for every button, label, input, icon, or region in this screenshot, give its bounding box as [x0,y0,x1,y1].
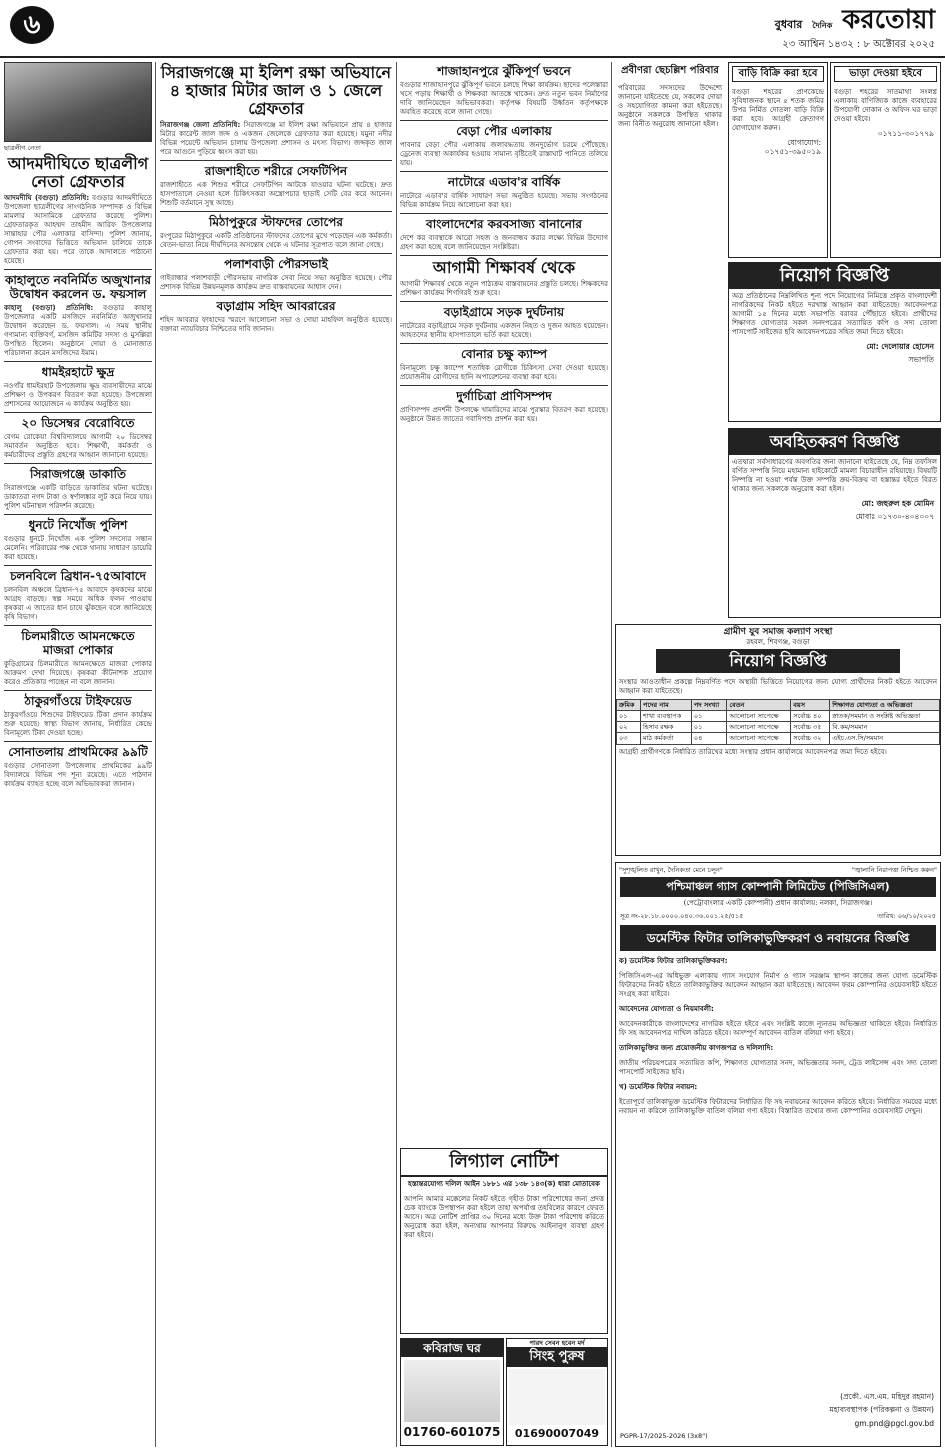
org-sub: (পেট্রোবাংলার একটি কোম্পানী) প্রধান কার্যালয়: নলকা, সিরাজগঞ্জ। [683,898,873,907]
story-body: প্রাণিসম্পদ প্রদর্শনী উপলক্ষে খামারিদের মাঝে পুরস্কার বিতরণ করা হয়েছে। অনুষ্ঠানে উন্নত জাতের গবাদিপশু প্রদর্শন করা হয়। [400,406,608,423]
table-row [617,711,940,722]
table-header: ক্রমিক [617,700,641,711]
story-headline: পলাশবাড়ী পৌরসভাই [224,257,328,271]
ref-date: তারিখ: ০৬/১০/২০২৫ [877,911,936,920]
table-cell: এইচ.এস.সি/সমমান [830,733,940,744]
story-body: নাটোরের বড়াইগ্রামে সড়ক দুর্ঘটনায় একজন নিহত ও দুজন আহত হয়েছেন। আহতদের স্থানীয় হাসপাতালে ভর্তি করা হয়েছে। [400,322,608,339]
sign-role: মহাব্যবস্থাপক (পরিকল্পনা ও উন্নয়ন) [829,1405,934,1415]
table-cell: হিসাব রক্ষক [641,722,692,733]
kabiraj-ad [400,1338,504,1446]
story-body: বগুড়ার ধুনটে নিখোঁজ এক পুলিশ সদস্যের সন্ধান মেলেনি। পরিবারের পক্ষ থেকে থানায় সাধারণ ডায়েরি করা হয়েছে। [4,535,152,561]
ad-phone: 01760-601075 [403,1425,501,1439]
story-headline: সিরাজগঞ্জে ডাকাতি [30,467,126,481]
ad-title: নিয়োগ বিজ্ঞপ্তি [729,263,940,289]
ad-body: বগুড়া শহরের প্রাণকেন্দ্রে সুবিধাজনক স্থানে ৫ শতক জমির উপর নির্মিত দোতলা বাড়ি বিক্রি করা হবে। আগ্রহী ক্রেতাগণ যোগাযোগ করুন। [732,88,824,132]
legal-notice [400,1148,608,1334]
story-body: বগুড়ার সোনাতলা উপজেলায় প্রাথমিকের ৯৯টি বিদ্যালয়ে বিভিন্ন পদ শূন্য রয়েছে। এতে পাঠদান কার্যক্রম ব্যাহত হচ্ছে বলে অভিভাবকরা জানান। [4,762,152,788]
mid1-column [160,62,392,1447]
story-body: গাইবান্ধার পলাশবাড়ী পৌরসভায় নাগরিক সেবা নিয়ে সভা অনুষ্ঠিত হয়েছে। পৌর প্রশাসক বিভিন্ন উন্নয়নমূলক কার্যক্রম দ্রুত বাস্তবায়নের আশ্বাস দেন। [160,274,392,291]
story-body: রাজশাহীতে এক শিশুর শরীরে সেফটিপিন আটকে যাওয়ার ঘটনা ঘটেছে। দ্রুত হাসপাতালে নেওয়া হলে চিকিৎসকরা অস্ত্রোপচার ছাড়াই সেটি বের করে আনেন। শিশুটি বর্তমানে সুস্থ আছে। [160,181,392,207]
paper-name: করতোয়া [842,5,935,35]
story-headline: রাজশাহীতে শরীরে সেফটিপিন [204,164,348,178]
story-headline: বড়াগ্রাম সহিদ আবরারের [216,299,336,313]
section-body: ইতোপূর্বে তালিকাভুক্ত ডমেস্টিক ফিটারদের নির্ধারিত ফি সহ নবায়নের আবেদন করিতে হইবে। নির্ধারিত সময়ের মধ্যে নবায়ন না করিলে তালিকাভুক্তি বাতিল বলিয়া গণ্য হইবে। বিস্তারিত তথ্যের জন্য কোম্পানির ওয়েবসাইট দেখুন। [619,1097,937,1115]
table-header: বয়স [791,700,830,711]
story-body: শহিদ আবরার ফাহাদের স্মরণে আলোচনা সভা ও দোয়া মাহফিল অনুষ্ঠিত হয়েছে। বক্তারা ন্যায়বিচার নিশ্চিতের দাবি জানান। [160,316,392,333]
story-headline: চিলমারীতে আমনক্ষেতে মাজরা পোকার [21,629,135,657]
story-dateline: কাহালু (বগুড়া) প্রতিনিধি: [4,304,94,312]
table-cell: শাখা ব্যবস্থাপক [641,711,692,722]
ad-title: বাড়ি বিক্রি করা হবে [732,66,824,82]
story-body: বেগম রোকেয়া বিশ্ববিদ্যালয়ে আগামী ২০ ডিসেম্বর সমাবর্তন অনুষ্ঠিত হবে। শিক্ষার্থী, কর্মকর্তা ও কর্মচারীদের প্রস্তুতি গ্রহণের আহ্বান জানানো হয়েছে। [4,433,152,459]
weekday: বুধবার [774,18,803,31]
table-header: বেতন [727,700,791,711]
recruitment-notice-2 [615,624,941,856]
story-body: নওগাঁর ধামইরহাট উপজেলায় ক্ষুদ্র ব্যবসায়ীদের মাঝে প্রশিক্ষণ ও উপকরণ বিতরণ করা হয়েছে। উপজেলা প্রশাসনের আয়োজনে এ কার্যক্রম অনুষ্ঠিত হয়। [4,382,152,408]
story-headline: মিঠাপুকুরে স্টাফদের তোপের [208,215,344,229]
table-cell: ০৩ [617,733,641,744]
legal-subtitle: হস্তান্তরযোগ্য দলিল আইন ১৮৮১ এর ১৩৮ ১৪৩(ক) ধারা মোতাবেক [408,1180,600,1188]
story-body: রংপুরের মিঠাপুকুরে একটি প্রতিষ্ঠানের স্টাফদের তোপের মুখে পড়েছেন এক কর্মকর্তা। বেতন-ভাতা নিয়ে দীর্ঘদিনের অসন্তোষ থেকে এ ঘটনার সূত্রপাত বলে জানা গেছে। [160,232,392,249]
section-heading: আবেদনের যোগ্যতা ও নিয়মাবলী: [619,1004,714,1013]
family-notice [615,62,725,312]
org-name: পশ্চিমাঞ্চল গ্যাস কোম্পানী লিমিটেড (পিজিসিএল) [620,877,936,897]
ad-phone: ০১৭১১-৩০১৭৭৯ [877,129,934,138]
pgpr-code: PGPR-17/2025-2026 (3x8") [620,1431,708,1440]
gas-company-notice [615,862,941,1447]
table-cell: সর্বোচ্চ ৩৫ [791,722,830,733]
rent-ad [830,62,941,258]
ad-title: ভাড়া দেওয়া হইবে [834,66,937,82]
left-column [4,62,152,1447]
story-headline: শাজাহানপুরে ঝুঁকিপূর্ণ ভবনে [437,64,571,78]
org-address: রহবল, শিবগঞ্জ, বগুড়া [746,638,810,647]
recruitment-table [616,699,940,745]
table-row [617,733,940,744]
story-body: বগুড়ার শাজাহানপুরে ঝুঁকিপূর্ণ ভবনে চলছে শিক্ষা কার্যক্রম। ছাদের পলেস্তারা খসে পড়ায় শিক্ষার্থী ও শিক্ষকরা আতঙ্কে থাকেন। দ্রুত নতুন ভবন নির্মাণের দাবি জানিয়েছেন অভিভাবকরা। কর্তৃপক্ষ বিষয়টি উর্ধ্বতন কর্তৃপক্ষকে অবহিত করেছে বলে জানা গেছে। [400,81,608,116]
masthead-title [675,4,935,37]
story-body: বগুড়ার আদমদীঘিতে উপজেলা ছাত্রলীগের সাংগঠনিক সম্পাদক ও বিভিন্ন মামলার আসামিকে গ্রেফতার করেছে পুলিশ। গ্রেফতারকৃত আহম্মদ তাহমীদ আরিফ উপজেলার সান্তাহার পৌর এলাকার বাসিন্দা। পুলিশ জানায়, গোপন সংবাদের ভিত্তিতে অভিযান চালিয়ে তাকে গ্রেফতার করা হয়। পরে তাকে আদালতে পাঠানো হয়েছে। [4,194,152,265]
table-cell: ০৪ [691,733,727,744]
story-body: পাবনার বেড়া পৌর এলাকায় জলাবদ্ধতায় জনদুর্ভোগ চরমে পৌঁছেছে। ড্রেনেজ ব্যবস্থা অকার্যকর হওয়ায় সামান্য বৃষ্টিতেই রাস্তাঘাট পানিতে তলিয়ে যায়। [400,141,608,167]
quote-right: "জ্বালানি নিরাপত্তা নিশ্চিত করুন" [851,866,937,874]
table-header: শিক্ষাগত যোগ্যতা ও অভিজ্ঞতা [830,700,940,711]
ad-title: ডমেস্টিক ফিটার তালিকাভুক্তিকরণ ও নবায়নের বিজ্ঞপ্তি [620,925,936,951]
story-headline: ২০ ডিসেম্বর বেরোবিতে [21,416,135,430]
page-number: ৬ [10,6,54,44]
sign-name: মো: দেলোয়ার হোসেন [866,342,934,351]
table-cell: ০২ [617,722,641,733]
table-cell: মাঠ কর্মকর্তা [641,733,692,744]
story-body: কুড়িগ্রামের চিলমারীতে আমনক্ষেতে মাজরা পোকার আক্রমণ দেখা দিয়েছে। কৃষকরা কীটনাশক প্রয়োগ করেও প্রতিকার পাচ্ছেন না বলে জানান। [4,660,152,686]
story-body: সিরাজগঞ্জে মা ইলিশ রক্ষা অভিযানে প্রায় ৪ হাজার মিটার কারেন্ট জাল জব্দ ও একজন জেলেকে গ্রেফতার করা হয়েছে। যমুনা নদীর বিভিন্ন পয়েন্টে অভিযান চালায় উপজেলা প্রশাসন ও মৎস্য বিভাগ। জব্দকৃত জাল পরে আগুনে পুড়িয়ে ধ্বংস করা হয়। [160,121,392,156]
table-row [617,722,940,733]
sinhapurush-ad [506,1338,608,1446]
legal-title: লিগ্যাল নোটিশ [401,1149,607,1177]
sign-email: gm.pnd@pgcl.gov.bd [854,1418,934,1428]
ad-body: সংস্থার আওতাধীন প্রকল্পে নিম্নবর্ণিত পদে অস্থায়ী ভিত্তিতে নিয়োগের জন্য যোগ্য প্রার্থীদের নিকট হইতে আবেদন আহ্বান করা যাইতেছে। [619,678,937,695]
ad-title: প্রবীণরা ছেচল্লিশ পরিবার [621,65,719,76]
date-line: ২৩ আশ্বিন ১৪৩২ : ৮ অক্টোবর ২০২৫ [782,38,935,50]
ad-phone: যোগাযোগ: ০১৭৫১-৩৯৫০১৯ [764,138,821,157]
sign-name: মো: জহুরুল হক মোমিন [861,499,934,508]
story-headline: নাটোরে এডাব'র বার্ষিক [447,175,561,189]
story-headline: ধুনটে নিখোঁজ পুলিশ [28,518,128,532]
page-header [0,0,945,58]
table-header: পদের নাম [641,700,692,711]
ad-title: নিয়োগ বিজ্ঞপ্তি [656,649,900,673]
story-headline: বেড়া পৌর এলাকায় [456,124,552,138]
story-body: বিনামূল্যে চক্ষু ক্যাম্পে শতাধিক রোগীকে চিকিৎসা সেবা দেওয়া হয়েছে। প্রয়োজনীয় রোগীদের ছানি অপারেশনের ব্যবস্থা করা হবে। [400,364,608,381]
mid2-column [400,62,608,1144]
story-headline: সোনাতলায় প্রাথমিকের ৯৯টি [8,745,148,759]
masthead [675,4,935,51]
sign-role: সভাপতি [908,355,934,365]
quote-left: "সুশৃঙ্খলিত রাখুন, দৈনিকতা মেনে চলুন" [619,866,723,874]
story-body: সিরাজগঞ্জে একটি বাড়িতে ডাকাতির ঘটনা ঘটেছে। ডাকাতরা নগদ টাকা ও স্বর্ণালঙ্কার লুট করে নিয়ে যায়। পুলিশ ঘটনাস্থল পরিদর্শন করেছে। [4,484,152,510]
story-headline: বোনার চক্ষু ক্যাম্প [460,347,548,361]
section-heading: খ) ডমেস্টিক ফিটার নবায়ন: [619,1082,698,1091]
table-cell: সর্বোচ্চ ৪০ [791,711,830,722]
story-headline: কাহালুতে নবনির্মিত অজুখানার উদ্বোধন করলেন ড. ফয়সাল [4,273,152,301]
section-body: আবেদনকারীকে বাংলাদেশের নাগরিক হইতে হইবে এবং সংশ্লিষ্ট কাজে ন্যূনতম অভিজ্ঞতা থাকিতে হইবে। নির্ধারিত ফি সহ আবেদনপত্র দাখিল করিতে হইবে। অসম্পূর্ণ আবেদন বাতিল বলিয়া গণ্য হইবে। [619,1019,937,1037]
story-body: চলনবিল অঞ্চলে ব্রিধান-৭৫ আবাদে কৃষকদের মাঝে আগ্রহ বাড়ছে। স্বল্প সময়ে অধিক ফলন পাওয়ায় কৃষকরা এ জাতের ধান চাষে ঝুঁকছেন বলে জানিয়েছে কৃষি বিভাগ। [4,586,152,621]
paper-label-small: দৈনিক [812,21,833,30]
story-headline: বাংলাদেশের করবসাজ্য বানানোর [426,217,582,231]
section-body: পিজিসিএল-এর অধিভুক্ত এলাকায় গ্যাস সংযোগ নির্মাণ ও গ্যাস সরঞ্জাম স্থাপন কাজের জন্য যোগ্য ডমেস্টিক ফিটারদের নিকট হইতে তালিকাভুক্তির আবেদন আহ্বান করা যাইতেছে। আবেদন ফরম কোম্পানির ওয়েবসাইট হইতে সংগ্রহ করা যাইবে। [619,971,937,998]
ad-body: এতদ্বারা সর্বসাধারণের অবগতির জন্য জানানো যাইতেছে যে, নিম্ন তফসিল বর্ণিত সম্পত্তি নিয়ে মহামান্য হাইকোর্টে মামলা বিচারাধীন রহিয়াছে। বিষয়টি নিষ্পত্তি না হওয়া পর্যন্ত উক্ত সম্পত্তি ক্রয়-বিক্রয় বা হস্তান্তর হইতে বিরত থাকার জন্য সকলকে অনুরোধ করা হইল। [732,458,937,493]
table-cell: ০১ [691,711,727,722]
table-cell: ০১ [617,711,641,722]
story-body: দেশে কর ব্যবস্থাকে আরো সহজ ও জনবান্ধব করার লক্ষ্যে বিভিন্ন উদ্যোগ গ্রহণ করা হচ্ছে বলে জানিয়েছেন সংশ্লিষ্টরা। [400,234,608,251]
ad-footer: আগ্রহী প্রার্থীগণকে নির্ধারিত তারিখের মধ্যে সংস্থার প্রধান কার্যালয়ে আবেদনপত্র জমা দিতে হইবে। [619,747,887,756]
story-headline: আগামী শিক্ষাবর্ষ থেকে [432,258,576,277]
story-dateline: আদমদীঘি (বগুড়া) প্রতিনিধি: [4,194,90,202]
news-photo [4,62,152,142]
table-cell: বি.কম/সমমান [830,722,940,733]
recruitment-notice-1 [728,262,941,422]
table-cell: ০১ [691,722,727,733]
ad-phone: 01690007049 [514,1427,600,1441]
story-headline: বড়াইগ্রামে সড়ক দুর্ঘটনায় [443,305,565,319]
ad-title: সিংহ পুরুষ [507,1347,607,1367]
table-cell: আলোচনা সাপেক্ষে [727,711,791,722]
table-cell: আলোচনা সাপেক্ষে [727,733,791,744]
table-cell: আলোচনা সাপেক্ষে [727,722,791,733]
story-headline: দুর্গাচিত্রা প্রাণিসম্পদ [456,389,552,403]
ad-body: বগুড়া শহরের সাতমাথা সংলগ্ন এলাকায় বাণিজ্যিক কাজে ব্যবহারের উপযোগী দোকান ও অফিস ঘর ভাড়া দেওয়া হইবে। [834,88,937,123]
story-headline: ঠাকুরগাঁওয়ে টাইফয়েড [24,694,132,708]
story-body: ঠাকুরগাঁওয়ে শিশুদের টাইফয়েড টিকা প্রদান কার্যক্রম শুরু হয়েছে। স্বাস্থ্য বিভাগ জানায়, নির্ধারিত কেন্দ্রে বিনামূল্যে টিকা দেওয়া হচ্ছে। [4,711,152,737]
org-name: গ্রামীণ যুব সমাজ কল্যাণ সংস্থা [723,627,833,637]
ad-title: কবিরাজ ঘর [401,1339,503,1357]
house-sale-ad [728,62,828,258]
story-body: আগামী শিক্ষাবর্ষ থেকে নতুন পাঠ্যক্রম বাস্তবায়নের প্রস্তুতি চলছে। শিক্ষকদের প্রশিক্ষণ কার্যক্রম শিগগিরই শুরু হবে। [400,280,608,297]
sign-phone: মোবাঃ ০১৭৩০-৪০৪০০৭ [855,512,934,522]
table-header: পদ সংখ্যা [691,700,727,711]
story-body: বগুড়ার কাহালু উপজেলার একটি মসজিদে নবনির্মিত অজুখানার উদ্বোধন করেছেন ড. ফয়সাল। এ সময় স্থানীয় গণ্যমান্য ব্যক্তিবর্গ, মসজিদ কমিটির সদস্য ও মুসল্লিরা উপস্থিত ছিলেন। অনুষ্ঠানে দোয়া ও মোনাজাত পরিচালনা করেন মসজিদের ইমাম। [4,304,152,357]
section-heading: ক) ডমেস্টিক ফিটার তালিকাভুক্তিকরণ: [619,956,728,965]
ad-top: পারদ সেবন হবেন মর্দ [529,1339,585,1347]
table-cell: সর্বোচ্চ ৩২ [791,733,830,744]
story-headline: চলনবিলে ব্রিধান-৭৫আবাদে [10,569,146,583]
section-heading: তালিকাভুক্তির জন্য প্রয়োজনীয় কাগজপত্র ও দলিলাদি: [619,1043,774,1052]
lead-headline: সিরাজগঞ্জে মা ইলিশ রক্ষা অভিযানে ৪ হাজার মিটার জাল ও ১ জেলে গ্রেফতার [160,63,392,118]
table-cell: স্নাতক/সমমান ও সংশ্লিষ্ট অভিজ্ঞতা [830,711,940,722]
notice-ad [728,428,941,618]
ref-number: সূত্র নং-২৮.১৮.০০০০.০৪০.৩৬.০০১.২৫/৫১৫ [620,911,744,920]
ad-body: পরিবারের সদস্যদের উদ্দেশ্যে জানানো যাইতেছে যে, সকলের দোয়া ও সহযোগিতা কামনা করা হইতেছে। অনুষ্ঠানে সকলকে উপস্থিত থাকার জন্য বিনীত অনুরোধ জানানো হইল। [618,84,722,128]
story-headline: ধামইরহাটে ক্ষুদ্র [41,365,115,379]
sign-name: (প্রকৌ. এস.এম. মহিদুর রহমান) [840,1391,934,1401]
ad-body: অত্র প্রতিষ্ঠানের নিম্নলিখিত শূন্য পদে নিয়োগের নিমিত্তে প্রকৃত বাংলাদেশী নাগরিকদের নিকট হইতে দরখাস্ত আহ্বান করা যাইতেছে। আবেদনপত্র আগামী ১৫ দিনের মধ্যে সভাপতি বরাবর পৌঁছাতে হইবে। প্রার্থীদের শিক্ষাগত যোগ্যতার সকল সনদপত্রের সত্যায়িত কপি ও সদ্য তোলা পাসপোর্ট সাইজের ছবি আবেদনপত্রের সহিত জমা দিতে হইবে। [732,292,937,336]
story-headline: আদমদীঘিতে ছাত্রলীগ নেতা গ্রেফতার [7,154,149,191]
section-body: জাতীয় পরিচয়পত্রের সত্যায়িত কপি, শিক্ষাগত যোগ্যতার সনদ, অভিজ্ঞতার সনদ, ট্রেড লাইসেন্স এবং সদ্য তোলা পাসপোর্ট সাইজের ছবি। [619,1058,937,1076]
story-body: নাটোরে এডাব'র বার্ষিক সাধারণ সভা অনুষ্ঠিত হয়েছে। সভায় সংগঠনের বিভিন্ন কার্যক্রম নিয়ে আলোচনা করা হয়। [400,192,608,209]
story-dateline: সিরাজগঞ্জ জেলা প্রতিনিধি: [160,121,241,129]
ad-title: অবহিতকরণ বিজ্ঞপ্তি [729,429,940,455]
photo-caption: ছাত্রলীগ নেতা [4,144,41,152]
legal-body: আপনি আমার মক্কেলের নিকট হইতে গৃহীত টাকা পরিশোধের জন্য প্রদত্ত চেক ব্যাংকে উপস্থাপন করা হইলে তাহা অপর্যাপ্ত তহবিলের কারণে ফেরত আসে। অত্র নোটিশ প্রাপ্তির ৩০ দিনের মধ্যে উক্ত টাকা পরিশোধ করিতে অনুরোধ করা হইল, অন্যথায় আপনার বিরুদ্ধে আইনানুগ ব্যবস্থা গ্রহণ করা হইবে। [404,1195,604,1239]
